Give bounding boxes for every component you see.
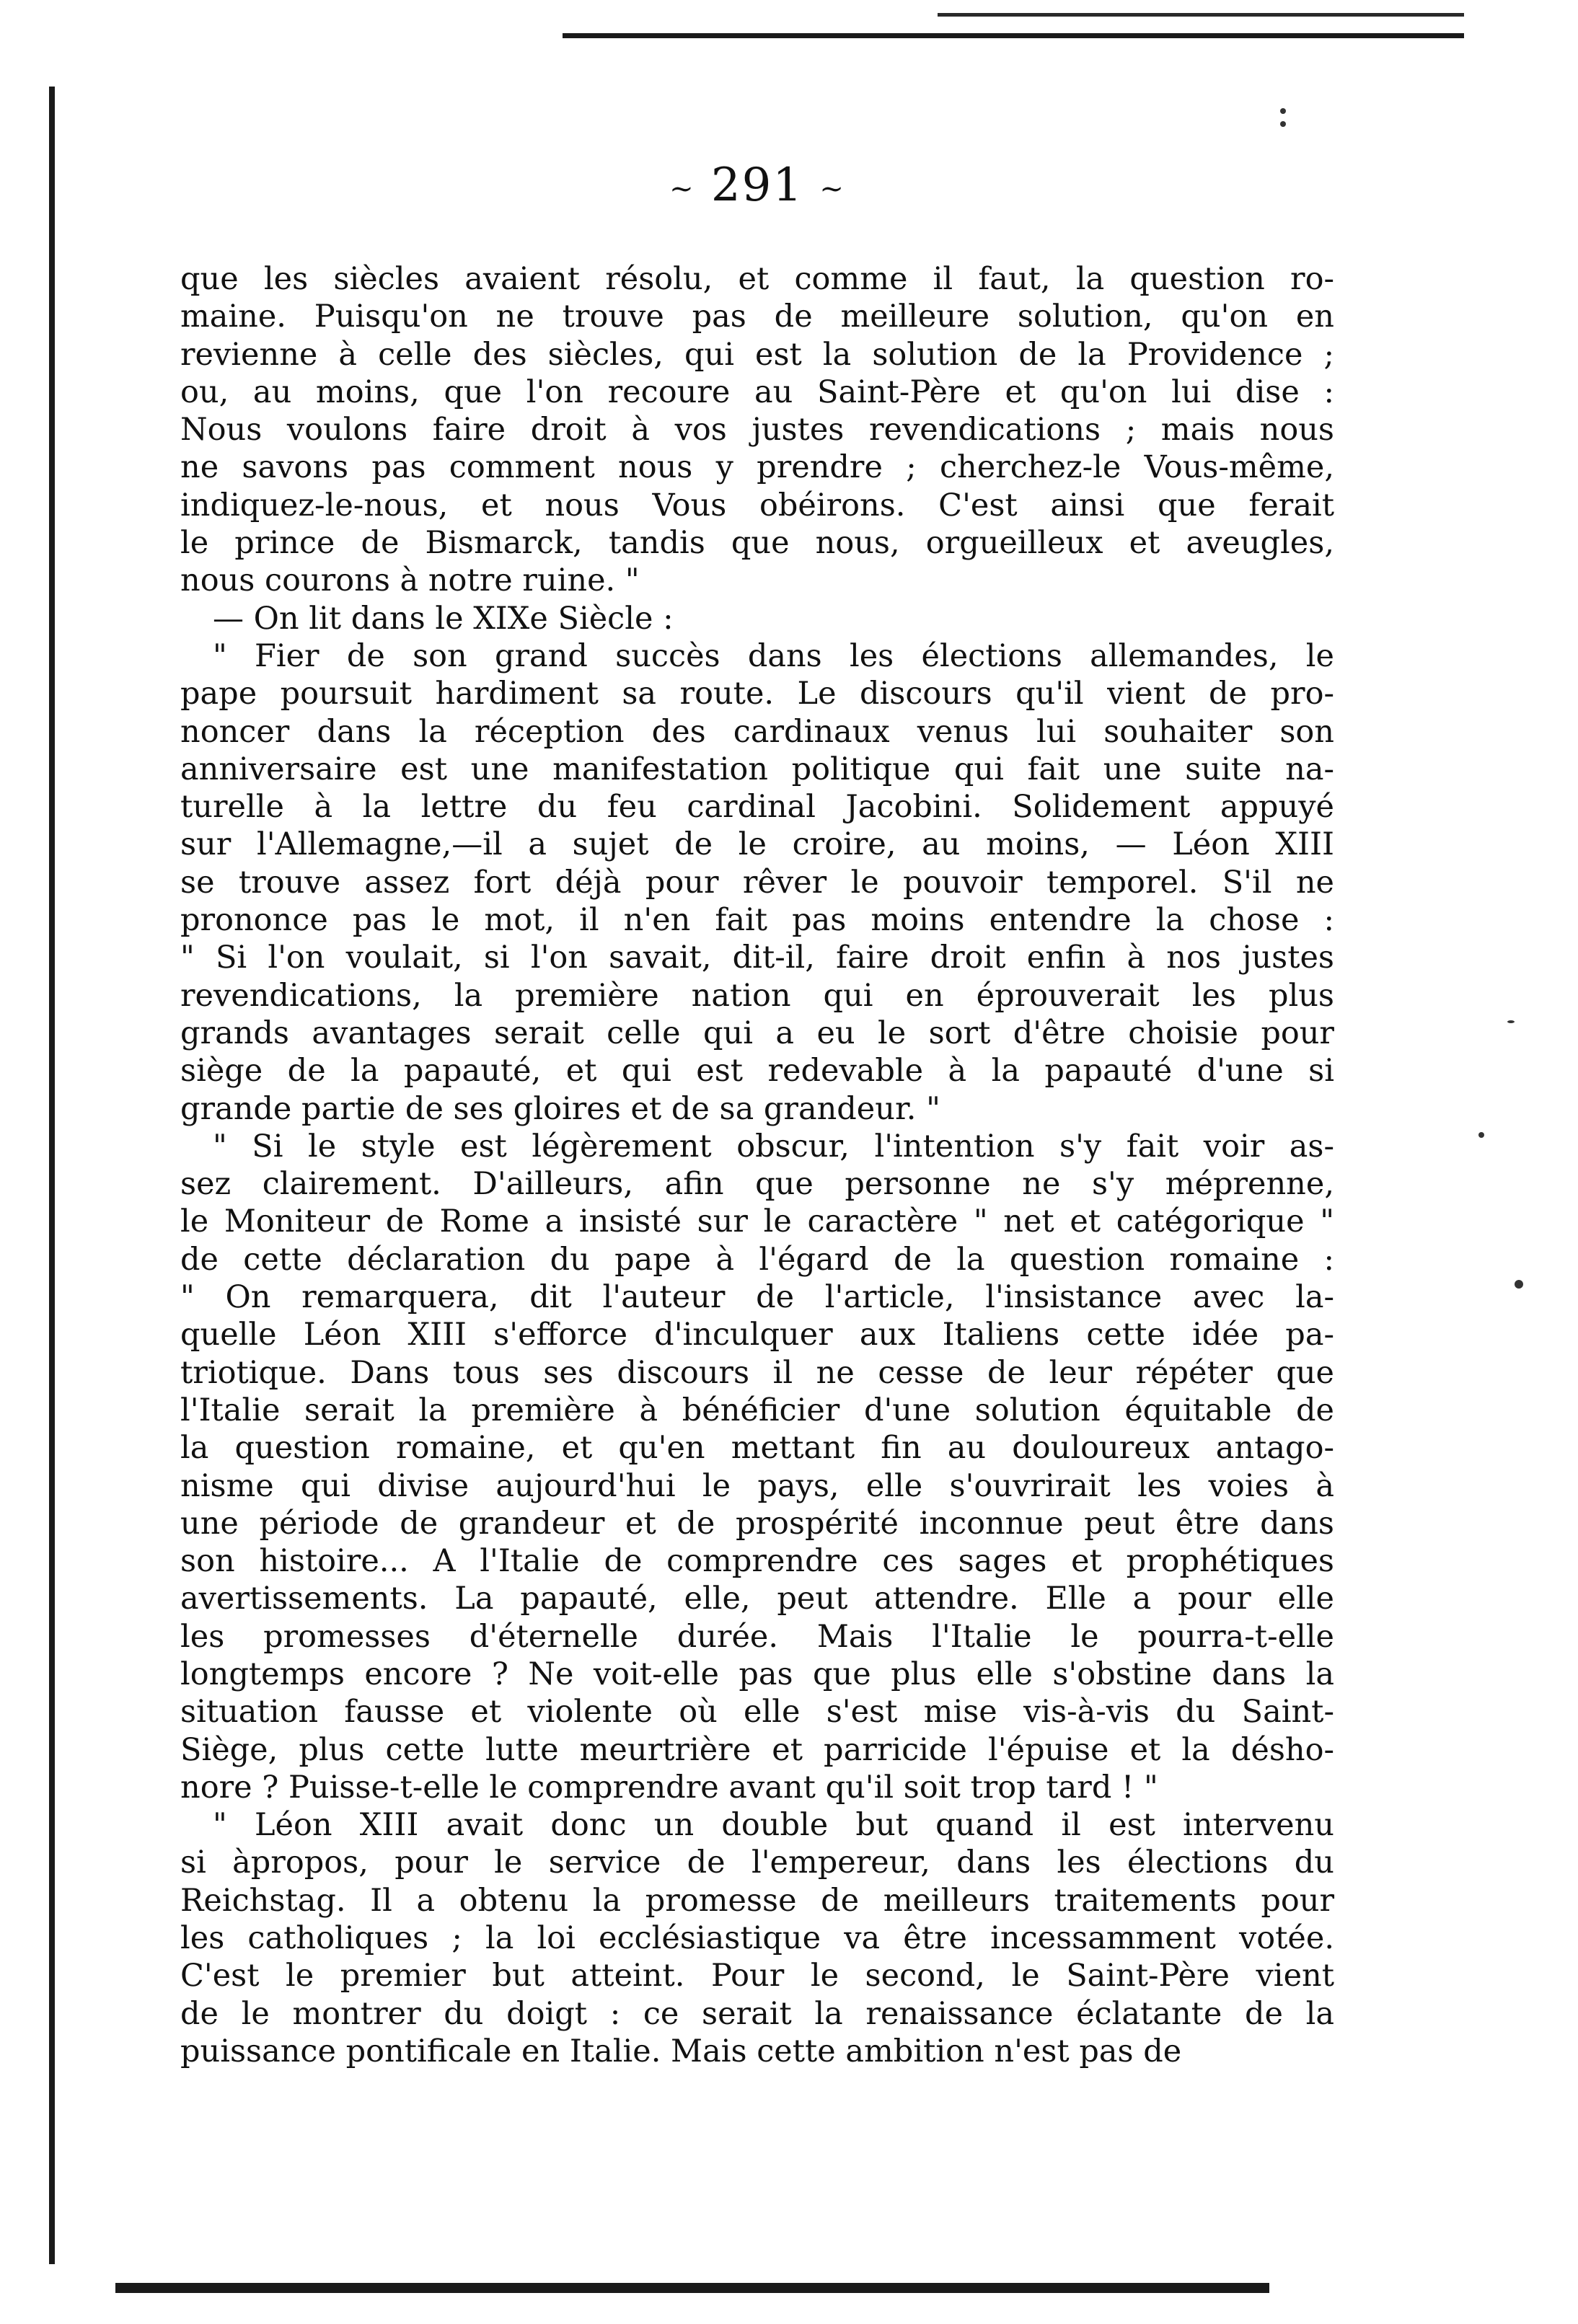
text-line: " Si le style est légèrement obscur, l'intention s'y fait voir as- bbox=[213, 1128, 1334, 1165]
text-line: quelle Léon XIII s'efforce d'inculquer aux Italiens cette idée pa- bbox=[180, 1317, 1334, 1353]
text-line: revendications, la première nation qui en éprouverait les plus bbox=[180, 977, 1334, 1014]
scan-speck bbox=[1507, 1020, 1515, 1023]
text-line: la question romaine, et qu'en mettant fin au douloureux antago- bbox=[180, 1430, 1334, 1467]
document-page bbox=[180, 159, 1334, 2070]
text-line: grands avantages serait celle qui a eu le sort d'être choisie pour bbox=[180, 1015, 1334, 1051]
text-line: situation fausse et violente où elle s'est mise vis-à-vis du Saint- bbox=[180, 1694, 1334, 1731]
text-line: nore ? Puisse-t-elle le comprendre avant qu'il soit trop tard ! " bbox=[180, 1769, 1158, 1806]
text-line: maine. Puisqu'on ne trouve pas de meilleure solution, qu'on en bbox=[180, 299, 1334, 335]
text-line: l'Italie serait la première à bénéficier d'une solution équitable de bbox=[180, 1392, 1334, 1428]
page-number: 291 bbox=[710, 159, 804, 212]
scan-speck bbox=[1280, 108, 1286, 114]
text-line: longtemps encore ? Ne voit-elle pas que plus elle s'obstine dans la bbox=[180, 1656, 1334, 1692]
text-line: si àpropos, pour le service de l'empereur, dans les élections du bbox=[180, 1844, 1334, 1881]
text-line: indiquez-le-nous, et nous Vous obéirons. C'est ainsi que ferait bbox=[180, 487, 1334, 523]
text-line: nous courons à notre ruine. " bbox=[180, 562, 640, 599]
paragraph bbox=[180, 637, 1334, 1128]
text-line: une période de grandeur et de prospérité inconnue peut être dans bbox=[180, 1505, 1334, 1542]
scan-edge-left bbox=[49, 87, 55, 2264]
text-line: — On lit dans le XIXe Siècle : bbox=[213, 600, 674, 637]
text-line: triotique. Dans tous ses discours il ne cesse de leur répéter que bbox=[180, 1354, 1334, 1391]
text-line: " On remarquera, dit l'auteur de l'article, l'insistance avec la- bbox=[180, 1279, 1334, 1316]
text-line: pape poursuit hardiment sa route. Le discours qu'il vient de pro- bbox=[180, 676, 1334, 712]
text-line: sez clairement. D'ailleurs, afin que personne ne s'y méprenne, bbox=[180, 1166, 1334, 1203]
text-line: ou, au moins, que l'on recoure au Saint-Père et qu'on lui dise : bbox=[180, 374, 1334, 410]
page-number-decoration-right: ~ bbox=[819, 172, 845, 206]
text-line: " Si l'on voulait, si l'on savait, dit-il, faire droit enfin à nos justes bbox=[180, 940, 1334, 976]
text-line: avertissements. La papauté, elle, peut attendre. Elle a pour elle bbox=[180, 1581, 1334, 1617]
text-line: de cette déclaration du pape à l'égard de la question romaine : bbox=[180, 1241, 1334, 1278]
text-line: revienne à celle des siècles, qui est la solution de la Providence ; bbox=[180, 336, 1334, 373]
scan-edge-top bbox=[563, 33, 1464, 38]
text-line: siège de la papauté, et qui est redevable à la papauté d'une si bbox=[180, 1053, 1334, 1090]
text-line: de le montrer du doigt : ce serait la renaissance éclatante de la bbox=[180, 1995, 1334, 2032]
scan-edge-top-upper bbox=[938, 13, 1464, 17]
text-line: les promesses d'éternelle durée. Mais l'Italie le pourra-t-elle bbox=[180, 1618, 1334, 1655]
text-line: ne savons pas comment nous y prendre ; cherchez-le Vous-même, bbox=[180, 449, 1334, 486]
scan-edge-bottom bbox=[115, 2283, 1269, 2293]
scan-speck bbox=[1280, 121, 1286, 127]
text-line: que les siècles avaient résolu, et comme il faut, la question ro- bbox=[180, 261, 1334, 297]
text-line: nisme qui divise aujourd'hui le pays, elle s'ouvrirait les voies à bbox=[180, 1467, 1334, 1504]
paragraph bbox=[180, 1128, 1334, 1806]
body-text bbox=[180, 260, 1334, 2070]
text-line: noncer dans la réception des cardinaux venus lui souhaiter son bbox=[180, 713, 1334, 750]
text-line: prononce pas le mot, il n'en fait pas moins entendre la chose : bbox=[180, 902, 1334, 939]
scan-speck bbox=[1478, 1132, 1484, 1138]
text-line: grande partie de ses gloires et de sa grandeur. " bbox=[180, 1090, 940, 1127]
text-line: Siège, plus cette lutte meurtrière et parricide l'épuise et la désho- bbox=[180, 1731, 1334, 1768]
text-line: sur l'Allemagne,—il a sujet de le croire, au moins, — Léon XIII bbox=[180, 826, 1334, 863]
page-number-decoration-left: ~ bbox=[669, 172, 695, 206]
text-line: " Léon XIII avait donc un double but quand il est intervenu bbox=[213, 1807, 1334, 1844]
paragraph bbox=[180, 260, 1334, 600]
text-line: se trouve assez fort déjà pour rêver le pouvoir temporel. S'il ne bbox=[180, 864, 1334, 901]
text-line: Nous voulons faire droit à vos justes revendications ; mais nous bbox=[180, 412, 1334, 449]
text-line: le Moniteur de Rome a insisté sur le caractère " net et catégorique " bbox=[180, 1203, 1334, 1240]
scan-speck bbox=[1515, 1280, 1523, 1289]
text-line: puissance pontificale en Italie. Mais cette ambition n'est pas de bbox=[180, 2033, 1182, 2069]
paragraph bbox=[180, 600, 1334, 637]
text-line: les catholiques ; la loi ecclésiastique va être incessamment votée. bbox=[180, 1920, 1334, 1957]
text-line: anniversaire est une manifestation politique qui fait une suite na- bbox=[180, 751, 1334, 787]
paragraph bbox=[180, 1806, 1334, 2070]
text-line: " Fier de son grand succès dans les élections allemandes, le bbox=[213, 637, 1334, 674]
text-line: son histoire... A l'Italie de comprendre ces sages et prophétiques bbox=[180, 1543, 1334, 1580]
text-line: C'est le premier but atteint. Pour le second, le Saint-Père vient bbox=[180, 1958, 1334, 1994]
text-line: le prince de Bismarck, tandis que nous, orgueilleux et aveugles, bbox=[180, 525, 1334, 562]
text-line: turelle à la lettre du feu cardinal Jacobini. Solidement appuyé bbox=[180, 789, 1334, 826]
text-line: Reichstag. Il a obtenu la promesse de meilleurs traitements pour bbox=[180, 1882, 1334, 1919]
page-number-header bbox=[180, 159, 1334, 212]
